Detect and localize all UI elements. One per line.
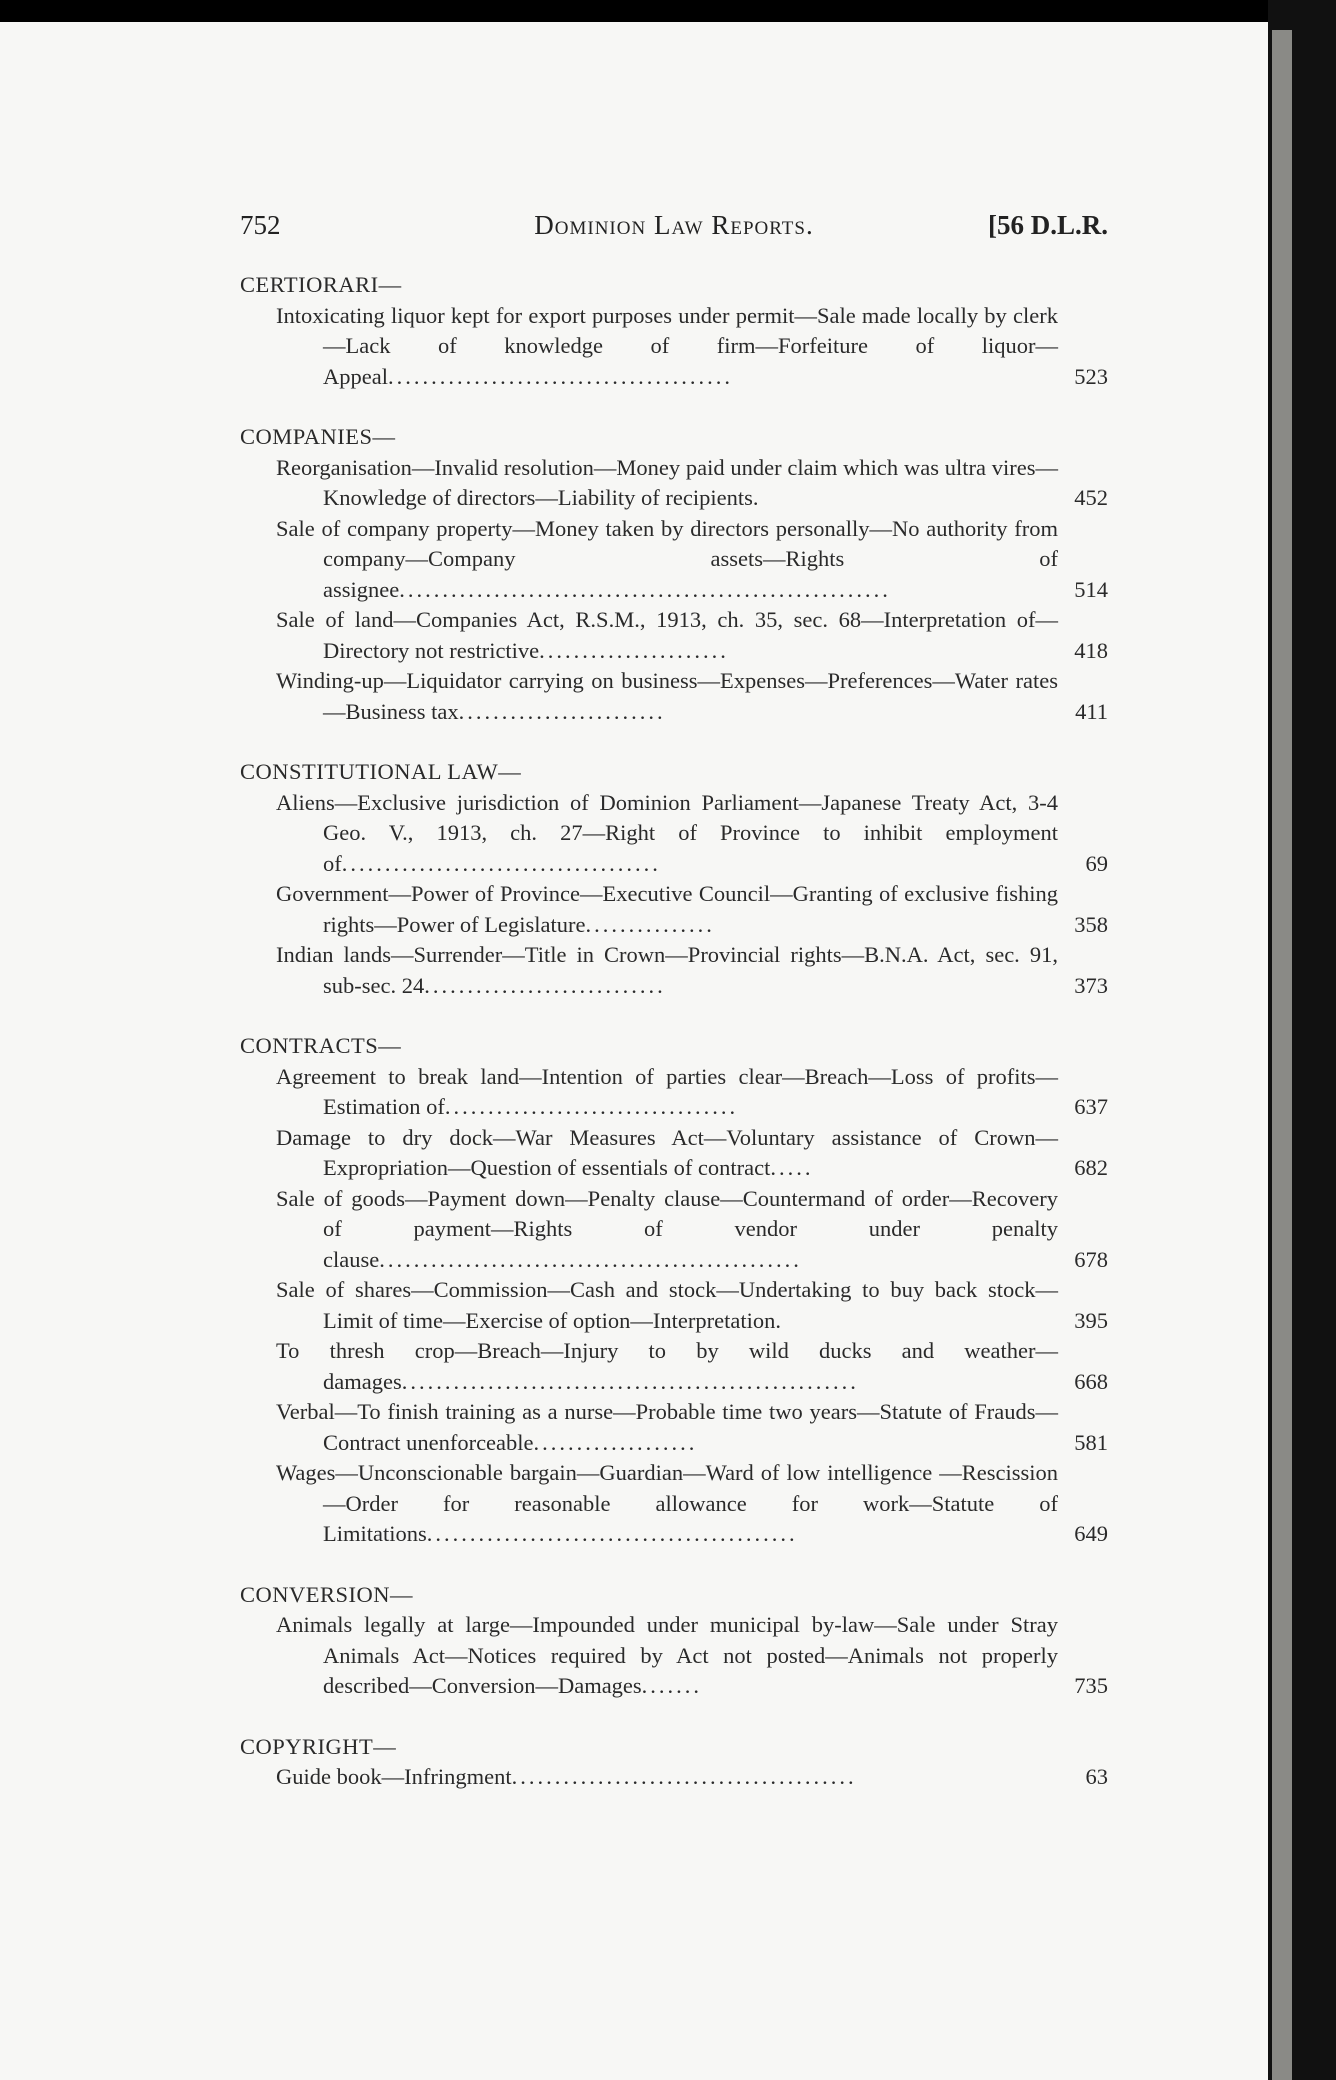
dot-leader: ............................ [424,972,666,998]
title-word-1: ominion [554,210,647,240]
dot-leader: ........................................ [387,363,733,389]
entry-page-number: 514 [1074,576,1108,602]
entry-page-number: 523 [1074,363,1108,389]
dot-leader: ........................................... [426,1521,798,1546]
entry-page-number: 682 [1074,1155,1108,1180]
dot-leader: ........................ [458,698,666,724]
section-heading: COMPANIES— [240,424,396,449]
dot-leader: ..................................................... [401,1368,859,1394]
index-section [240,1580,1108,1702]
entry-text [240,301,1058,393]
dot-leader: ............... [585,911,715,937]
entry-text [240,1184,1058,1276]
dot-leader: ..................................... [341,850,661,876]
index-entry [240,301,1108,393]
dot-leader: ........................................ [511,1764,857,1789]
dot-leader: ................... [533,1429,698,1455]
index-entry [240,666,1108,727]
dot-leader: ....... [641,1673,703,1698]
index-entry [240,940,1108,1001]
index-content [240,270,1108,1823]
index-entry [240,1458,1108,1550]
entry-description: Sale of goods—Payment down—Penalty clause—Countermand of order—Recovery of payment—Rights of vendor under penalty clause [276,1185,1058,1272]
entry-text [240,666,1058,727]
entry-page-number: 735 [1074,1673,1108,1698]
entry-text [240,1336,1058,1397]
section-heading: CONSTITUTIONAL LAW— [240,759,522,784]
entry-text [240,1762,1058,1793]
entry-page-number: 418 [1074,637,1108,663]
index-entry [240,1336,1108,1397]
entry-page-number: 373 [1074,972,1108,998]
index-entry [240,1062,1108,1123]
dot-leader: ...................... [539,637,729,663]
entry-description: Sale of company property—Money taken by directors personally—No authority from company—Company assets—Rights of assignee [276,515,1058,602]
entry-page-number: 63 [1085,1764,1108,1789]
entry-description: Guide book—Infringment [276,1764,512,1789]
entry-description: Intoxicating liquor kept for export purposes under permit—Sale made locally by clerk—Lack of knowledge of firm—Forfeiture of liquor—Appeal [276,302,1058,389]
entry-page-number: 69 [1085,850,1108,876]
index-entry [240,1610,1108,1702]
entry-page-number: 668 [1074,1368,1108,1394]
entry-text [240,1397,1058,1458]
entry-page-number: 411 [1075,698,1108,724]
entry-text [240,514,1058,606]
index-entry [240,1184,1108,1276]
entry-description: Indian lands—Surrender—Title in Crown—Provincial rights—B.N.A. Act, sec. 91, sub-sec. 24 [276,942,1058,998]
entry-page-number: 581 [1074,1429,1108,1455]
entry-page-number: 395 [1074,1307,1108,1333]
entry-page-number: 358 [1074,911,1108,937]
entry-description: Sale of shares—Commission—Cash and stock—Undertaking to buy back stock—Limit of time—Exercise of option—Interpretation. [276,1277,1058,1333]
title-word-3: eports. [730,210,814,240]
entry-text [240,1275,1058,1336]
section-heading: CONVERSION— [240,1581,414,1607]
entry-description: Wages—Unconscionable bargain—Guardian—Ward of low intelligence —Rescission—Order for reasonable allowance for work—Statute of Limitations [276,1460,1058,1546]
entry-page-number: 637 [1074,1094,1108,1119]
index-entry [240,453,1108,514]
book-spine [1268,0,1336,2080]
entry-text [240,788,1058,880]
running-header [240,210,1108,250]
title-word-2: aw [671,210,704,240]
page-edge [1272,30,1292,2080]
entry-text [240,605,1058,666]
entry-text [240,1123,1058,1184]
entry-text [240,940,1058,1001]
entry-description: Aliens—Exclusive jurisdiction of Dominion Parliament—Japanese Treaty Act, 3-4 Geo. V., 1913, ch. 27—Right of Province to inhibit employment of [276,789,1058,876]
entry-text [240,1458,1058,1550]
index-entry [240,1275,1108,1336]
dot-leader: ..... [770,1155,814,1180]
entry-text [240,1610,1058,1702]
index-entry [240,879,1108,940]
title-initial-r: R [711,210,731,240]
entry-description: Agreement to break land—Intention of parties clear—Breach—Loss of profits—Estimation of [276,1063,1058,1119]
index-entry [240,605,1108,666]
entry-text [240,879,1058,940]
entry-page-number: 678 [1074,1246,1108,1272]
title-initial-l: L [653,210,672,240]
entry-description: Winding-up—Liquidator carrying on business—Expenses—Preferences—Water rates—Business tax [276,668,1058,724]
index-entry [240,788,1108,880]
entry-description: Damage to dry dock—War Measures Act—Voluntary assistance of Crown—Expropriation—Question of essentials of contract [276,1124,1058,1180]
index-section [240,270,1108,392]
entry-text [240,1062,1058,1123]
section-heading: COPYRIGHT— [240,1733,397,1759]
volume-label: [56 D.L.R. [988,210,1108,240]
index-entry [240,1397,1108,1458]
section-heading: CERTIORARI— [240,272,402,297]
title-initial-d: D [534,210,555,240]
page-number: 752 [240,210,281,240]
index-entry [240,514,1108,606]
dot-leader: ......................................................... [399,576,891,602]
section-heading: CONTRACTS— [240,1033,402,1058]
index-entry [240,1762,1108,1793]
index-section [240,422,1108,727]
index-entry [240,1123,1108,1184]
dot-leader: ................................................. [379,1246,802,1272]
dot-leader: .................................. [444,1094,739,1119]
publication-title [240,210,1108,241]
entry-page-number: 452 [1074,485,1108,510]
entry-description: Verbal—To finish training as a nurse—Probable time two years—Statute of Frauds—Contract unenforceable [276,1399,1058,1455]
index-section [240,757,1108,1001]
entry-description: Sale of land—Companies Act, R.S.M., 1913, ch. 35, sec. 68—Interpretation of—Directory not restrictive [276,607,1058,663]
entry-description: Government—Power of Province—Executive Council—Granting of exclusive fishing rights—Power of Legislature [276,881,1058,937]
entry-page-number: 649 [1074,1521,1108,1546]
entry-text [240,453,1058,514]
entry-description: Reorganisation—Invalid resolution—Money paid under claim which was ultra vires—Knowledge of directors—Liability of recipients. [276,454,1058,510]
index-section [240,1031,1108,1550]
entry-description: Animals legally at large—Impounded under municipal by-law—Sale under Stray Animals Act—Notices required by Act not posted—Animals not properly described—Conversion—Damages [276,1612,1058,1698]
index-section [240,1732,1108,1793]
entry-description: To thresh crop—Breach—Injury to by wild ducks and weather—damages [276,1338,1058,1394]
